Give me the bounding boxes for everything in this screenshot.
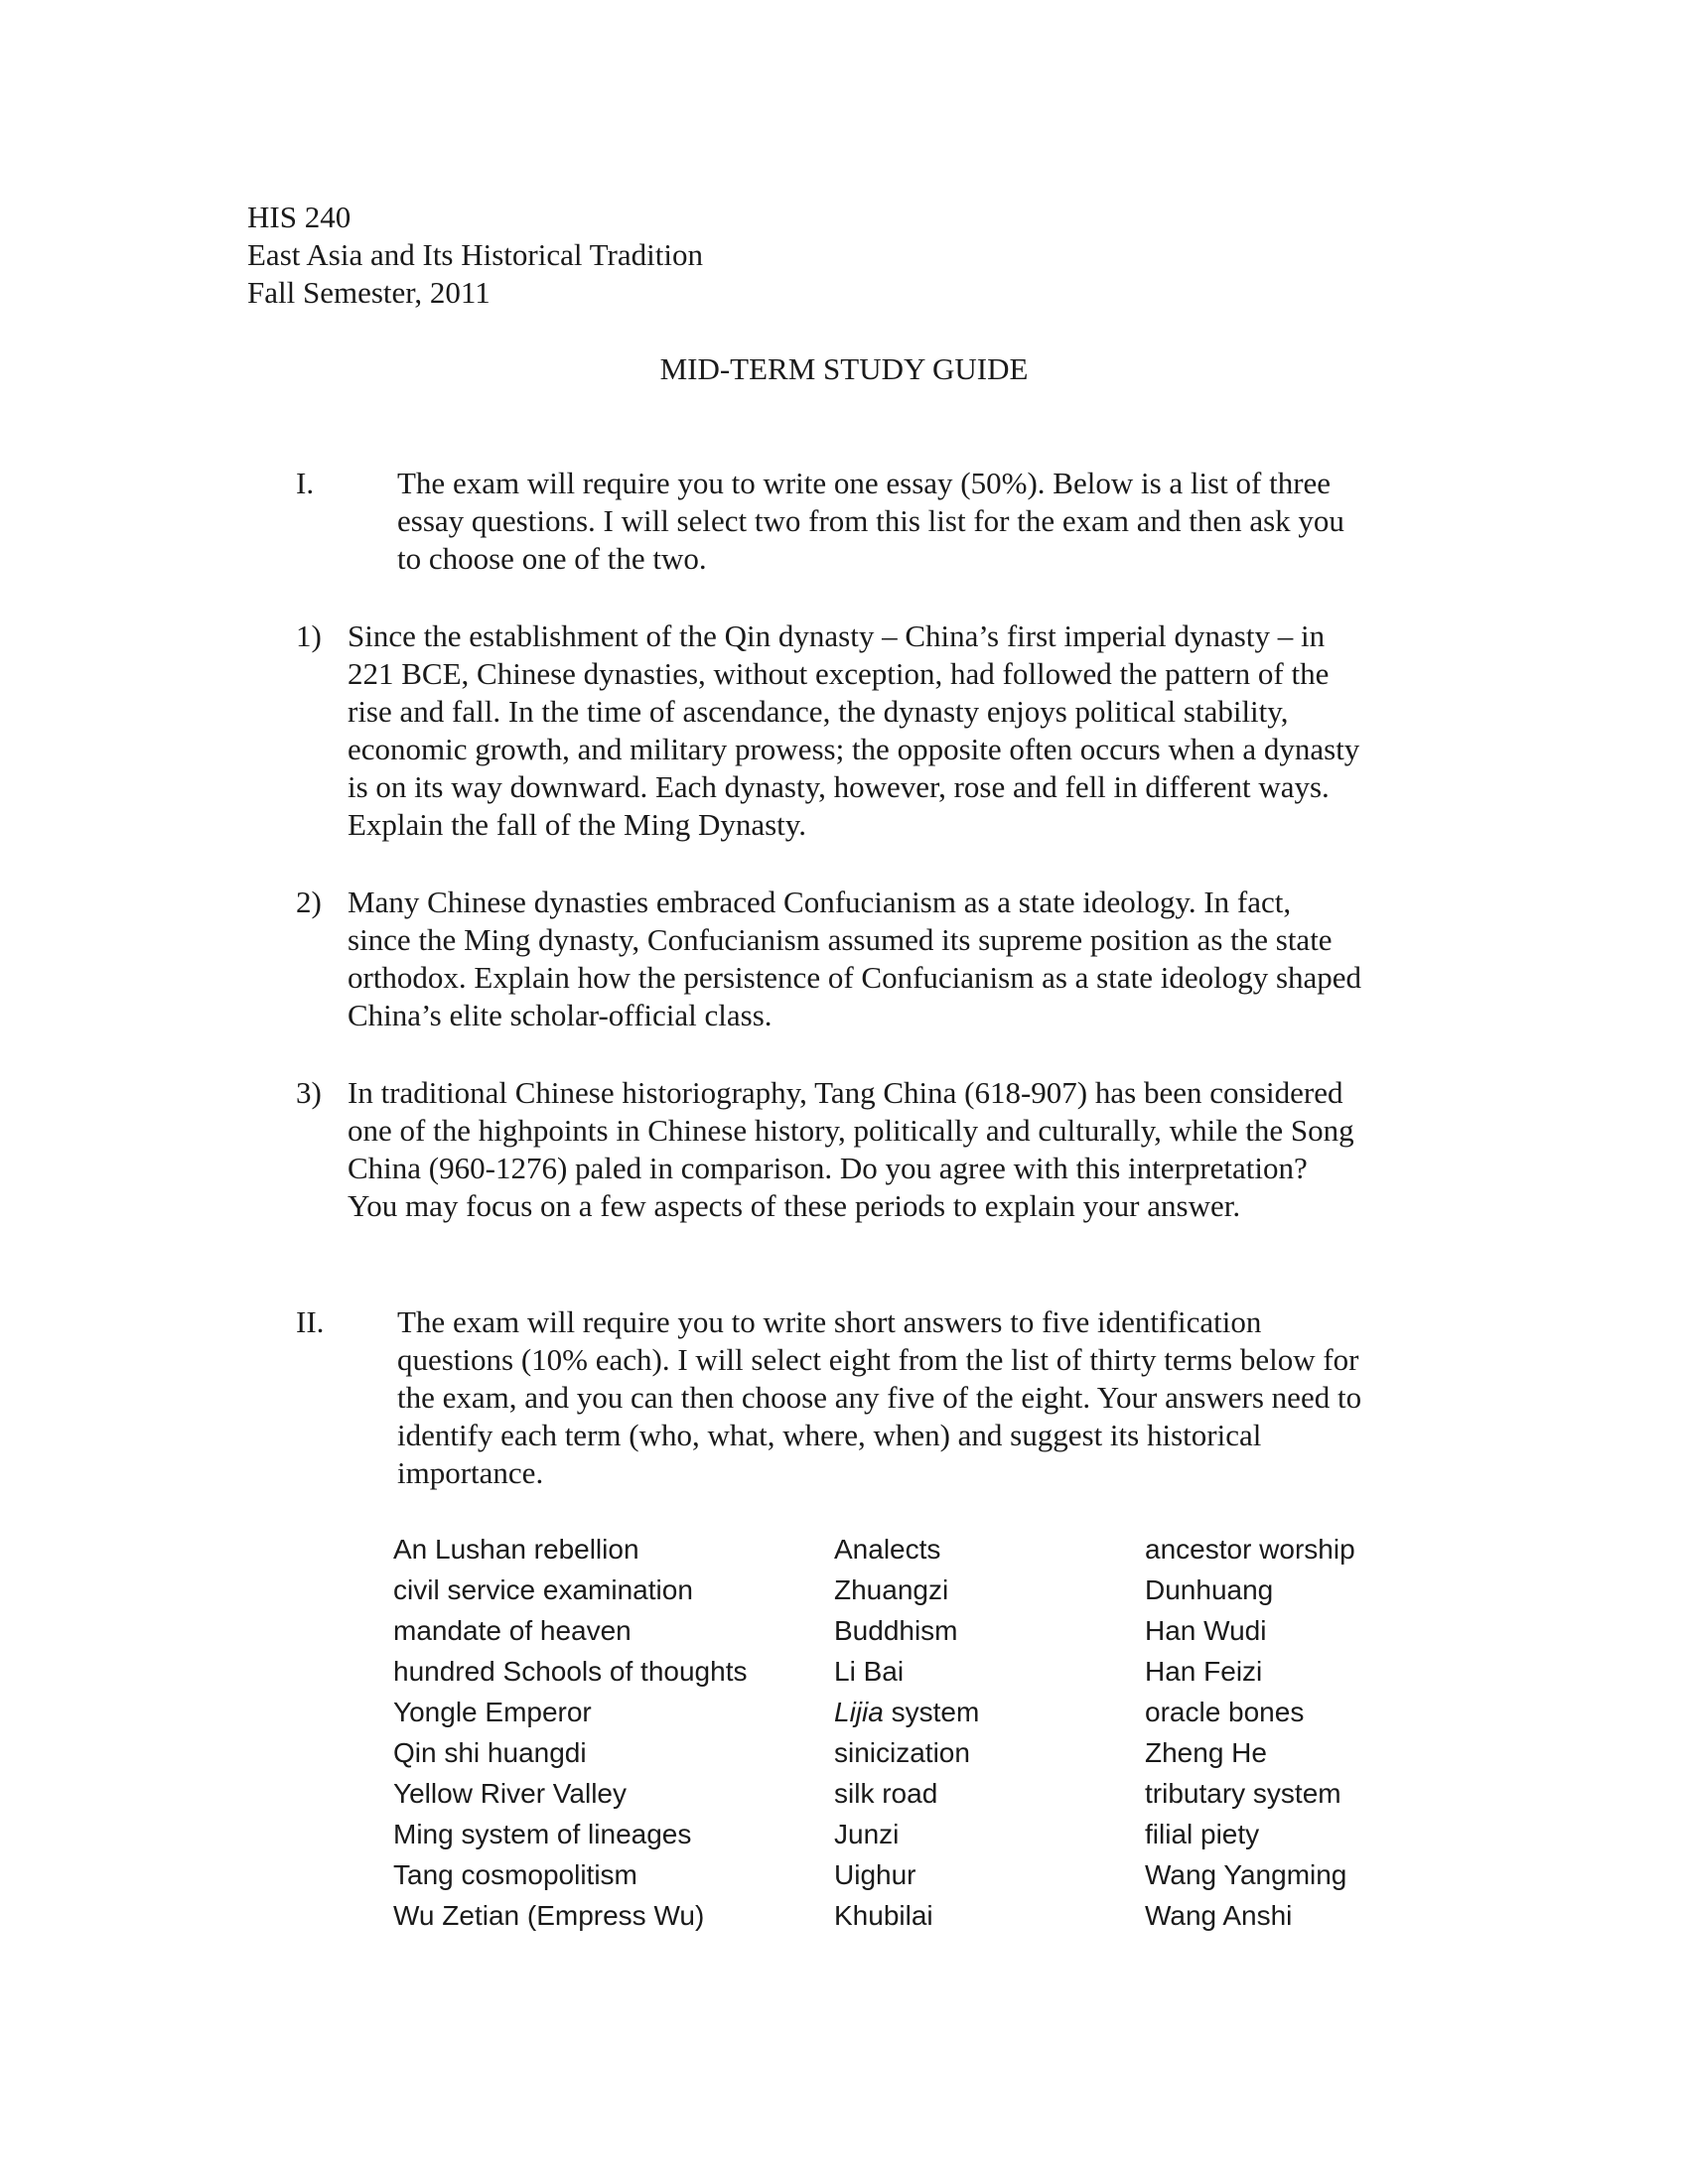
term: Ming system of lineages	[393, 1819, 692, 1849]
course-code: HIS 240	[247, 200, 352, 234]
term: tributary system	[1145, 1778, 1341, 1809]
term: Zheng He	[1145, 1737, 1267, 1768]
term-italic: Lijia	[834, 1697, 884, 1727]
term: Wang Anshi	[1145, 1900, 1293, 1931]
term: Khubilai	[834, 1900, 933, 1931]
term: Dunhuang	[1145, 1574, 1274, 1605]
term: Yellow River Valley	[393, 1778, 627, 1809]
section-text: The exam will require you to write one essay (50%). Below is a list of three essay questions. I will select two from this list for the exam and then ask you to choose one of the two.	[397, 466, 1344, 576]
question-text: Many Chinese dynasties embraced Confucianism as a state ideology. In fact, since the Ming dynasty, Confucianism assumed its supreme position as the state orthodox. Explain how the persistence of Confucianism as a state ideology shaped China’s elite scholar-official class.	[348, 885, 1362, 1032]
term: An Lushan rebellion	[393, 1534, 639, 1565]
term: Qin shi huangdi	[393, 1737, 587, 1768]
term-suffix: system	[883, 1697, 980, 1727]
page-title: MID-TERM STUDY GUIDE	[659, 351, 1029, 386]
term: civil service examination	[393, 1574, 693, 1605]
section-essay	[296, 465, 1448, 578]
course-header	[247, 199, 703, 312]
term: sinicization	[834, 1737, 970, 1768]
section-numeral: II.	[296, 1304, 325, 1339]
terms-column-3	[1145, 1529, 1355, 1936]
question-number: 1)	[296, 618, 322, 653]
term: Yongle Emperor	[393, 1697, 592, 1727]
term: ancestor worship	[1145, 1534, 1355, 1565]
essay-question	[296, 884, 1448, 1034]
term: Buddhism	[834, 1615, 958, 1646]
term: Uighur	[834, 1859, 916, 1890]
term: oracle bones	[1145, 1697, 1305, 1727]
essay-question	[296, 617, 1448, 844]
term: silk road	[834, 1778, 938, 1809]
term	[834, 1692, 979, 1732]
term: hundred Schools of thoughts	[393, 1656, 748, 1687]
term: Analects	[834, 1534, 941, 1565]
question-text: In traditional Chinese historiography, Tang China (618-907) has been considered one of the highpoints in Chinese history, politically and culturally, while the Song China (960-1276) paled in comparison. Do you agree with this interpretation? You may focus on a few aspects of these periods to explain your answer.	[348, 1075, 1354, 1223]
question-text: Since the establishment of the Qin dynasty – China’s first imperial dynasty – in 221 BCE, Chinese dynasties, without exception, had followed the pattern of the rise and fall. In the time of ascendance, the dynasty enjoys political stability, economic growth, and military prowess; the opposite often occurs when a dynasty is on its way downward. Each dynasty, however, rose and fell in different ways. Explain the fall of the Ming Dynasty.	[348, 618, 1360, 842]
term: filial piety	[1145, 1819, 1260, 1849]
terms-column-1	[393, 1529, 747, 1936]
term: Han Wudi	[1145, 1615, 1267, 1646]
term: Han Feizi	[1145, 1656, 1263, 1687]
question-number: 2)	[296, 885, 322, 919]
essay-question	[296, 1074, 1448, 1225]
term: Tang cosmopolitism	[393, 1859, 637, 1890]
question-number: 3)	[296, 1075, 322, 1110]
section-numeral: I.	[296, 466, 315, 500]
term: Zhuangzi	[834, 1574, 949, 1605]
term: Junzi	[834, 1819, 900, 1849]
terms-column-2	[834, 1529, 979, 1936]
term: Wu Zetian (Empress Wu)	[393, 1900, 705, 1931]
course-title: East Asia and Its Historical Tradition	[247, 237, 703, 272]
term: mandate of heaven	[393, 1615, 632, 1646]
term: Li Bai	[834, 1656, 905, 1687]
term: Wang Yangming	[1145, 1859, 1347, 1890]
section-identification	[296, 1303, 1448, 1492]
section-text: The exam will require you to write short answers to five identification questions (10% each). I will select eight from the list of thirty terms below for the exam, and you can then choose any five of the eight. Your answers need to identify each term (who, what, where, when) and suggest its historical importance.	[397, 1304, 1362, 1490]
semester: Fall Semester, 2011	[247, 275, 491, 310]
